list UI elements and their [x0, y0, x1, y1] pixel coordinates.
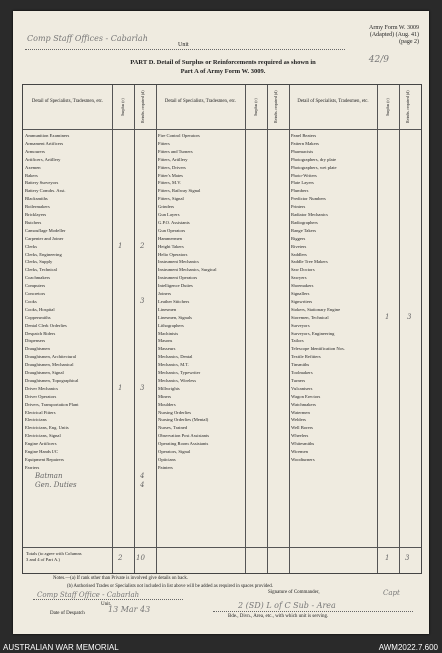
trade-row: Cooks: [25, 298, 37, 304]
handwritten-entry: 10: [136, 554, 145, 562]
trade-row: Draughtsmen, Signal: [25, 370, 64, 375]
trade-row: Concretors: [25, 291, 46, 296]
trade-row: Millwrights: [158, 385, 180, 391]
trade-row: Farriers: [25, 464, 40, 470]
trade-row: Linesmen: [158, 306, 177, 312]
trade-row: Well Borers: [291, 425, 313, 431]
trade-row: Leather Stitchers: [158, 298, 190, 304]
trade-row: Electricians: [25, 417, 47, 423]
trade-row: Linesmen, Signals: [158, 314, 192, 320]
part-heading: [63, 59, 383, 76]
trade-row: Surveyors, Engineering: [291, 330, 335, 336]
handwritten-entry: 1: [385, 554, 390, 562]
trade-row: Despatch Riders: [25, 330, 56, 336]
trade-row: Clerks, Engineering: [25, 251, 62, 257]
reinforcements-header: Reinfts. required (d): [405, 90, 410, 124]
subcolumn-divider: [245, 85, 246, 573]
trade-row: Gun Operators: [158, 227, 186, 233]
trade-row: Photo-Writers: [291, 172, 317, 178]
unit-footer-label: Unit.: [101, 602, 112, 607]
trade-row: Radiographers: [291, 219, 318, 225]
form-number: Army Form W. 3009: [368, 25, 419, 31]
form-identifier: [369, 25, 419, 46]
trade-row: Driver Operators: [25, 393, 57, 399]
column-header: Detail of Specialists, Tradesmen, etc.: [164, 99, 237, 104]
handwritten-entry: 2: [118, 554, 123, 562]
form-page: (page 2): [399, 39, 419, 45]
trade-row: Drivers, Transportation Plant: [25, 401, 79, 407]
trade-row: Shoemakers: [291, 283, 314, 289]
handwritten-entry: 3: [140, 383, 145, 392]
reference-handwriting: 42/9: [368, 55, 389, 65]
trade-row: Draughtsmen, Architectural: [25, 354, 77, 360]
trade-row: Helio Operators: [158, 251, 188, 257]
bde-handwriting: 2 (SD) L of C Sub - Area: [238, 601, 336, 610]
trade-row: Electrical Fitters: [25, 409, 56, 415]
trade-row: Armament Artificers: [25, 140, 64, 146]
trade-row: Intelligence Duties: [158, 283, 193, 289]
surplus-header: Surplus (c): [120, 98, 125, 116]
trade-row: Operating Room Assistants: [158, 441, 209, 447]
trade-row: Painters: [158, 464, 173, 470]
part-heading-line2: Part A of Army Form W. 3009.: [180, 67, 266, 75]
form-sheet: [13, 11, 429, 634]
unit-footer-handwriting: Comp Staff Office - Cabarlah: [37, 591, 140, 599]
bde-line: [213, 611, 413, 612]
trade-row: Joiners: [158, 291, 172, 296]
trade-row: Radiator Mechanics: [291, 212, 328, 217]
trade-row: Nurses, Trained: [158, 425, 188, 431]
trade-row: Driver Mechanics: [25, 385, 59, 391]
trade-row: Fitter's Mates: [158, 172, 183, 178]
trade-row: Opticians: [158, 456, 176, 462]
archive-credit: AUSTRALIAN WAR MEMORIAL: [3, 643, 119, 652]
handwritten-entry: Batman: [35, 471, 63, 480]
handwritten-entry: 4: [140, 471, 145, 480]
trade-row: Fire Control Operators: [158, 133, 200, 138]
trade-row: Storemen, Technical: [291, 314, 329, 320]
trade-row: Clerks, Technical: [25, 267, 57, 273]
trade-row: Ammunition Examiners: [25, 133, 70, 138]
column-divider: [156, 85, 157, 573]
trade-row: Textile Refitters: [291, 354, 321, 360]
column-divider: [289, 85, 290, 573]
trade-row: Draughtsmen, Topographical: [25, 377, 79, 383]
archive-accession: AWM2022.7.600: [378, 643, 438, 652]
trade-row: Electricians, Eng. Units: [25, 425, 69, 431]
trade-row: Observation Post Assistants: [158, 433, 210, 439]
trade-row: Tailors: [291, 338, 304, 344]
trade-row: Stokers, Stationary Engine: [291, 306, 341, 312]
totals-line1: Totals (to agree with Columns: [26, 551, 82, 556]
unit-handwriting: Comp Staff Offices - Cabarlah: [27, 34, 148, 43]
part-heading-line1: PART D. Detail of Surplus or Reinforcements required as shown in: [130, 59, 316, 66]
trade-row: Bakers: [25, 172, 38, 178]
trade-row: Grinders: [158, 204, 175, 210]
trade-row: Instrument Mechanics, Surgical: [158, 267, 217, 273]
trade-row: Mechanics, Typewriter: [158, 370, 201, 375]
trade-row: Equipment Repairers: [25, 456, 64, 462]
trade-row: Axemen: [25, 164, 41, 170]
trade-row: Boilermakers: [25, 204, 50, 210]
trade-row: Butchers: [25, 219, 42, 225]
trade-row: Fitters, Railway Signal: [158, 188, 201, 194]
subcolumn-divider: [377, 85, 378, 573]
trade-row: Surveyors: [291, 322, 310, 328]
trade-row: Computers: [25, 283, 46, 289]
trade-row: Engine Artificers: [25, 441, 57, 447]
handwritten-entry: 1: [385, 312, 390, 321]
trade-row: Saddlers: [291, 251, 307, 257]
trade-row: Masseurs: [158, 346, 176, 352]
trade-row: Plumbers: [291, 188, 309, 194]
subcolumn-divider: [399, 85, 400, 573]
trade-row: Woodturners: [291, 456, 315, 462]
trade-row: Riveters: [291, 243, 307, 249]
trade-row: Welders: [291, 417, 306, 423]
trade-row: Operators, Signal: [158, 449, 191, 454]
trade-row: Moulders: [158, 401, 176, 407]
trade-row: Fitters: [158, 140, 170, 146]
trade-row: Electricians, Signal: [25, 433, 61, 439]
reinforcements-header: Reinfts. required (d): [273, 90, 278, 124]
trade-row: Instrument Operators: [158, 275, 198, 281]
trade-row: Fitters, Signal: [158, 196, 184, 202]
trade-row: Nursing Orderlies: [158, 409, 192, 415]
signature-rank-handwriting: Capt: [383, 589, 400, 597]
trade-row: Masons: [158, 338, 173, 344]
trade-row: Mechanics, M.T.: [158, 362, 190, 368]
trade-row: Armourers: [25, 148, 45, 154]
date-label: Date of Despatch: [50, 611, 85, 616]
column-group-2: [156, 85, 289, 573]
subcolumn-divider: [267, 85, 268, 573]
column-group-1: [23, 85, 156, 573]
date-handwriting: 13 Mar 43: [108, 605, 151, 614]
trade-row: Coachmakers: [25, 275, 51, 281]
trade-row: Plate Layers: [291, 180, 314, 186]
trade-row: Pharmacists: [291, 148, 314, 154]
handwritten-entry: 1: [118, 383, 123, 392]
trade-row: Sawyers: [291, 275, 307, 281]
trade-row: Range Takers: [291, 227, 316, 233]
notes: [53, 575, 273, 591]
trade-row: Draughtsmen: [25, 346, 50, 352]
trade-row: Panel Beaters: [291, 133, 317, 138]
note-a: Notes.—(a) If rank other than Private is involved give details on back.: [53, 576, 188, 581]
trade-row: Blacksmiths: [25, 196, 48, 202]
column-header: Detail of Specialists, Tradesmen, etc.: [31, 99, 104, 104]
trade-row: Photographers, dry plate: [291, 156, 337, 162]
column-group-3: [289, 85, 421, 573]
trade-row: Saw Doctors: [291, 267, 315, 273]
surplus-header: Surplus (c): [385, 98, 390, 116]
trade-row: Whitesmiths: [291, 441, 315, 447]
handwritten-entry: 1: [118, 241, 123, 250]
trade-row: Telescope Identification Nos.: [291, 346, 345, 352]
trade-row: Coppersmiths: [25, 314, 51, 320]
trade-row: G.P.O. Assistants: [158, 219, 190, 225]
trade-row: Printers: [291, 204, 306, 210]
subcolumn-divider: [134, 85, 135, 573]
trade-row: Photographers, wet plate: [291, 164, 337, 170]
bde-label: Bde., Divn., Area, etc., with which unit is serving.: [228, 614, 329, 619]
trade-row: Fitters, Drivers: [158, 164, 186, 170]
subcolumn-divider: [112, 85, 113, 573]
trade-row: Lithographers: [158, 322, 184, 328]
unit-footer-line: [33, 599, 183, 600]
trade-row: Pattern Makers: [291, 140, 319, 146]
trade-row: Tinsmiths: [291, 362, 310, 368]
trade-row: Artificers, Artillery: [25, 156, 61, 162]
trade-row: Engine Hands I/C: [25, 449, 58, 454]
trade-row: Clerks, Supply: [25, 259, 53, 265]
trade-row: Bricklayers: [25, 212, 47, 217]
signature-label: Signature of Commander,: [268, 590, 320, 595]
trade-row: Predictor Numbers: [291, 196, 326, 202]
handwritten-entry: 2: [140, 241, 145, 250]
trade-row: Wiremen: [291, 449, 308, 454]
trade-row: Watchmakers: [291, 401, 316, 407]
specialists-table: [22, 84, 422, 574]
trade-row: Camouflage Modeller: [25, 227, 66, 233]
trade-row: Machinists: [158, 330, 179, 336]
trade-row: Wagon Erectors: [291, 393, 321, 399]
trade-row: Fitters, M.V.: [158, 180, 182, 186]
totals-line2: 3 and 4 of Part A.): [26, 556, 60, 562]
trade-row: Fitters and Turners: [158, 148, 193, 154]
trade-row: Nursing Orderlies (Mental): [158, 417, 209, 423]
handwritten-entry: 3: [405, 554, 410, 562]
trade-row: Mechanics, Wireless: [158, 377, 196, 383]
trade-row: Battery Surveyors: [25, 180, 59, 186]
surplus-header: Surplus (c): [253, 98, 258, 116]
trade-row: Fitters, Artillery: [158, 156, 188, 162]
handwritten-entry: 4: [140, 480, 145, 489]
handwritten-entry: Gen. Duties: [35, 480, 77, 489]
trade-row: Hammermen: [158, 235, 182, 241]
unit-label: Unit: [178, 42, 189, 48]
trade-row: Draughtsmen, Mechanical: [25, 362, 74, 368]
trade-row: Dental Clerk Orderlies: [25, 322, 67, 328]
trade-row: Gun Layers: [158, 212, 180, 217]
totals-label: [26, 551, 82, 562]
trade-row: Saddle Tree Makers: [291, 259, 328, 265]
trade-row: Miners: [158, 393, 172, 399]
trade-row: Battery Comdrs. Asst.: [25, 188, 66, 194]
trade-row: Instrument Mechanics: [158, 259, 199, 265]
trade-row: Watermen: [291, 409, 310, 415]
column-header: Detail of Specialists, Tradesmen, etc.: [297, 99, 369, 104]
reinforcements-header: Reinfts. required (d): [140, 90, 145, 124]
handwritten-entry: 3: [140, 296, 145, 305]
note-b: (b) Authorised Trades or Specialists not included in list above will be added as required in spaces provided.: [67, 584, 273, 589]
trade-row: Signallers: [291, 291, 310, 296]
trade-row: Wheelers: [291, 433, 309, 439]
trade-row: Cooks, Hospital: [25, 306, 55, 312]
trade-row: Toolmakers: [291, 370, 313, 375]
trade-row: Height Takers: [158, 243, 184, 249]
handwritten-entry: 3: [407, 312, 412, 321]
form-adapted: (Adapted) (Aug. 41): [369, 32, 419, 38]
trade-row: Signwriters: [291, 298, 313, 304]
trade-row: Riggers: [291, 235, 306, 241]
trade-row: Mechanics, Dental: [158, 354, 193, 360]
trade-row: Clerks: [25, 243, 37, 249]
trade-row: Vulcanisers: [291, 385, 313, 391]
trade-row: Turners: [291, 377, 306, 383]
trade-row: Carpenter and Joiner: [25, 235, 64, 241]
trade-row: Dispensers: [25, 338, 46, 344]
